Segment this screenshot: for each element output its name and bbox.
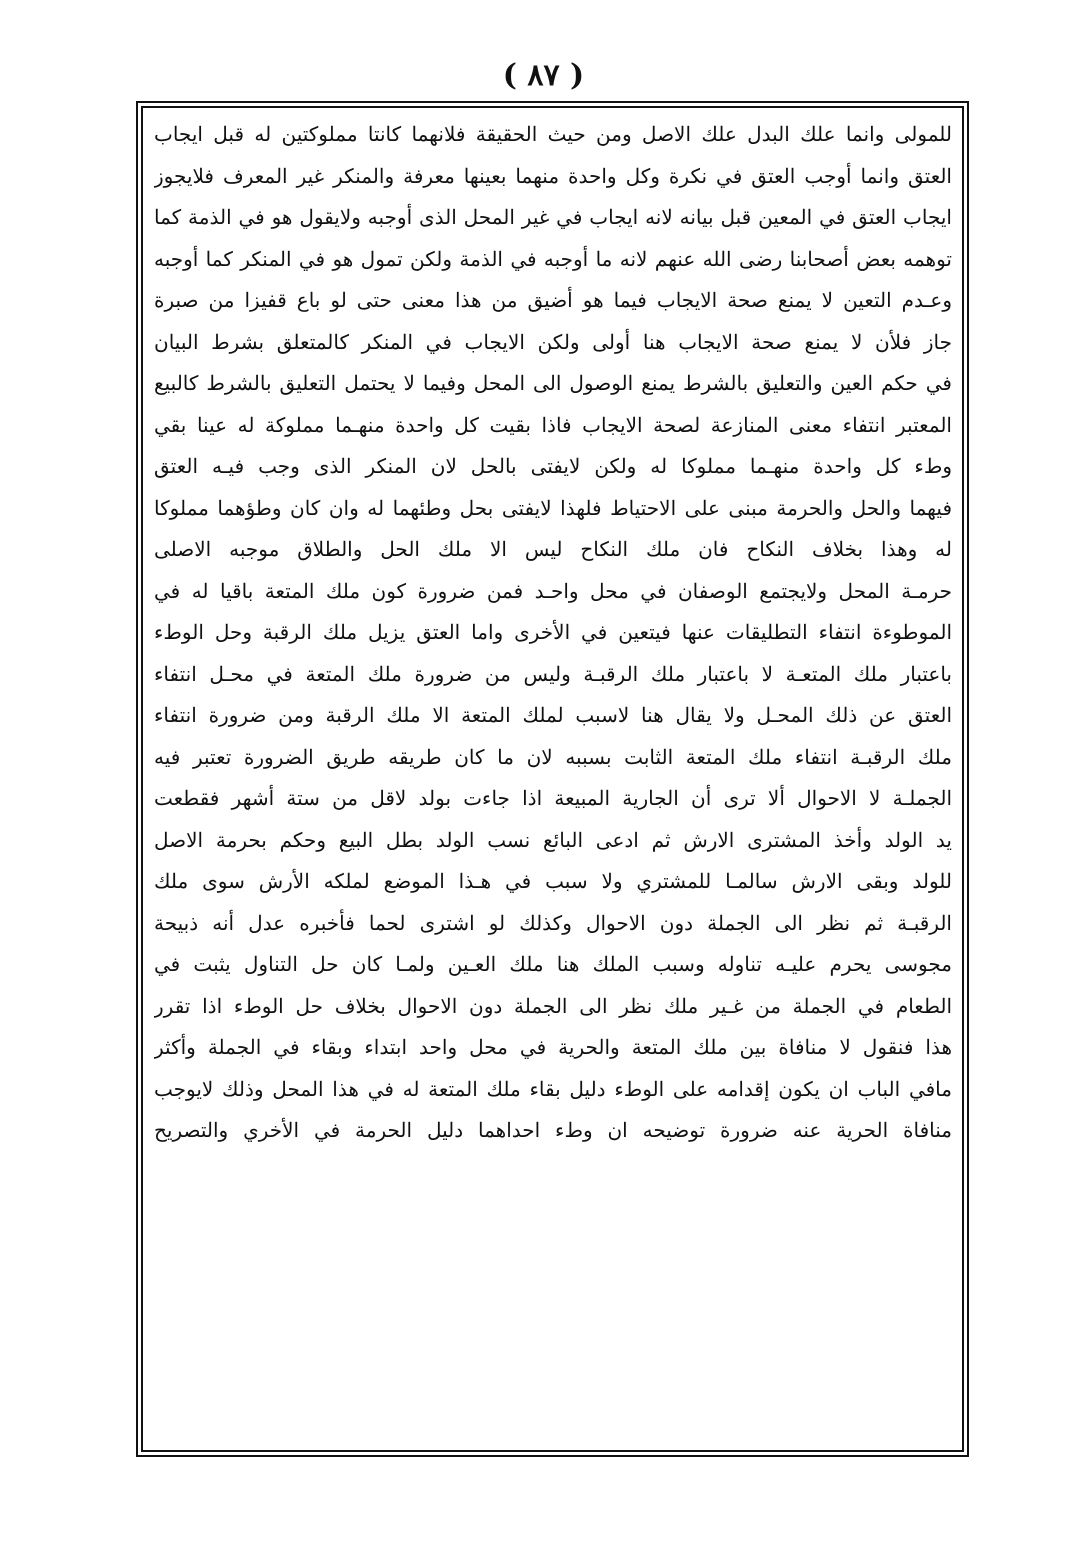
text-line: هذا فنقول لا منافاة بين ملك المتعة والحرية في محل واحد ابتداء وبقاء في الجملة وأكثر <box>154 1035 952 1059</box>
text-line: الرقبـة ثم نظر الى الجملة دون الاحوال وكذلك لو اشترى لحما فأخبره عدل أنه ذبيحة <box>154 910 952 935</box>
text-line: الموطوءة انتفاء التطليقات عنها فيتعين في الأخرى واما العتق يزيل ملك الرقبة وحل الوطء <box>154 620 952 644</box>
text-line: العتق وانما أوجب العتق في نكرة وكل واحدة منهما بعينها معرفة والمنكر غير المعرف فلايجوز <box>154 163 952 188</box>
text-line: المعتبر انتفاء معنى المنازعة لصحة الايجاب فاذا بقيت كل واحدة منهـما مملوكة له عينا بقي <box>154 412 952 437</box>
text-line: فيهما والحل والحرمة مبنى على الاحتياط فلهذا لايفتى بحل وطئهما له وان كان وطؤهما مملوكا <box>154 495 952 520</box>
text-line: مافي الباب ان يكون إقدامه على الوطء دليل بقاء ملك المتعة له في هذا المحل وذلك لايوجب <box>154 1076 952 1101</box>
text-line: حرمـة المحل ولايجتمع الوصفان في محل واحـد فمن ضرورة كون ملك المتعة باقيا له في <box>154 578 952 603</box>
text-line: العتق عن ذلك المحـل ولا يقال هنا لاسبب لملك المتعة الا ملك الرقبة ومن ضرورة انتفاء <box>154 703 952 727</box>
text-line: ايجاب العتق في المعين قبل بيانه لانه ايجاب في غير المحل الذى أوجبه ولايقول هو في الذمة كما <box>154 205 952 229</box>
text-line: في حكم العين والتعليق بالشرط يمنع الوصول الى المحل وفيما لا يحتمل التعليق بالشرط كالبيع <box>154 371 952 395</box>
text-line: مجوسى يحرم عليـه تناوله وسبب الملك هنا ملك العـين ولمـا كان حل التناول يثبت في <box>154 952 952 976</box>
text-line: ملك الرقبـة انتفاء ملك المتعة الثابت بسببه لان ما كان طريقه طريق الضرورة تعتبر فيه <box>154 744 952 769</box>
text-line: الطعام في الجملة من غـير ملك نظر الى الجملة دون الاحوال بخلاف حل الوطء اذا تقرر <box>154 993 952 1018</box>
text-line: توهمه بعض أصحابنا رضى الله عنهم لانه ما أوجبه في الذمة ولكن تمول هو في المنكر كما أوجبه <box>154 246 952 271</box>
text-line: له وهذا بخلاف النكاح فان ملك النكاح ليس الا ملك الحل والطلاق موجبه الاصلى <box>154 537 952 561</box>
text-line: منافاة الحرية عنه ضرورة توضيحه ان وطء احداهما دليل الحرمة في الأخري والتصريح <box>154 1118 952 1142</box>
text-line: للولد وبقى الارش سالمـا للمشتري ولا سبب في هـذا الموضع لملكه الأرش سوى ملك <box>154 869 952 893</box>
text-line: يد الولد وأخذ المشترى الارش ثم ادعى البائع نسب الولد بطل البيع وحكم بحرمة الاصل <box>154 827 952 852</box>
page-number: ( ٨٧ ) <box>502 58 585 93</box>
text-line: للمولى وانما علك البدل علك الاصل ومن حيث الحقيقة فلانهما كانتا مملوكتين له قبل ايجاب <box>154 122 952 146</box>
text-line: باعتبار ملك المتعـة لا باعتبار ملك الرقبـة وليس من ضرورة ملك المتعة في محـل انتفاء <box>154 661 952 686</box>
text-line: وطء كل واحدة منهـما مملوكا له ولكن لايفتى بالحل لان المنكر الذى وجب فيـه العتق <box>154 454 952 478</box>
text-line: جاز فلأن لا يمنع صحة الايجاب هنا أولى ولكن الايجاب في المنكر كالمتعلق بشرط البيان <box>154 329 952 354</box>
text-line: وعـدم التعين لا يمنع صحة الايجاب فيما هو أضيق من هذا معنى حتى لو باع قفيزا من صبرة <box>154 288 952 312</box>
body-text <box>154 114 952 1444</box>
text-line: الجملـة لا الاحوال ألا ترى أن الجارية المبيعة اذا جاءت بولد لاقل من ستة أشهر فقطعت <box>154 786 952 810</box>
